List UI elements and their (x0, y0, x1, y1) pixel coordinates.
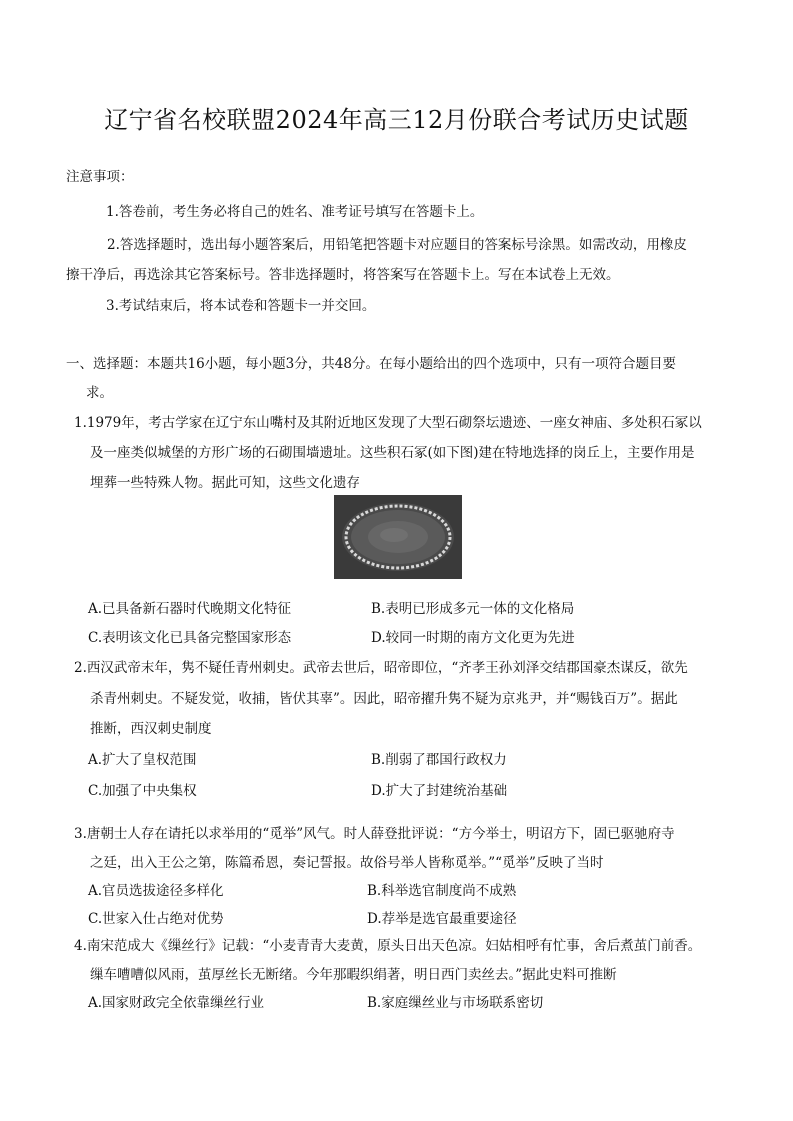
question-2-line-1: 2.西汉武帝末年，隽不疑任青州刺史。武帝去世后，昭帝即位，“齐孝王孙刘泽交结郡国豪杰谋反，欲先 (74, 660, 688, 676)
question-1-option-c[interactable]: C.表明该文化已具备完整国家形态 (88, 630, 292, 646)
question-4-line-2: 缫车嘈嘈似风雨，茧厚丝长无断绪。今年那暇织绢著，明日西门卖丝去。”据此史料可推断 (90, 967, 617, 983)
question-2-option-d[interactable]: D.扩大了封建统治基础 (371, 783, 508, 799)
question-3-option-c[interactable]: C.世家入仕占绝对优势 (88, 911, 224, 927)
notes-item-3: 3.考试结束后，将本试卷和答题卡一并交回。 (106, 298, 376, 314)
notes-item-2: 2.答选择题时，选出每小题答案后，用铅笔把答题卡对应题目的答案标号涂黑。如需改动，用橡皮 (107, 237, 687, 253)
question-1-line-3: 埋葬一些特殊人物。据此可知，这些文化遗存 (90, 475, 360, 491)
question-3-option-a[interactable]: A.官员选拔途径多样化 (88, 883, 224, 899)
question-2-option-c[interactable]: C.加强了中央集权 (88, 783, 197, 799)
question-2-option-b[interactable]: B.削弱了郡国行政权力 (371, 752, 507, 768)
question-2-line-3: 推断，西汉刺史制度 (90, 721, 212, 737)
question-1-figure (334, 495, 462, 579)
question-3-line-1: 3.唐朝士人存在请托以求举用的“觅举”风气。时人薛登批评说：“方今举士，明诏方下，固已驱驰府寺 (74, 826, 675, 842)
question-1-option-b[interactable]: B.表明已形成多元一体的文化格局 (371, 601, 575, 617)
notes-item-2-cont: 擦干净后，再选涂其它答案标号。答非选择题时，将答案写在答题卡上。写在本试卷上无效。 (66, 267, 620, 283)
question-4-option-a[interactable]: A.国家财政完全依靠缫丝行业 (88, 995, 265, 1011)
question-3-option-d[interactable]: D.荐举是选官最重要途径 (367, 911, 517, 927)
section-heading-cont: 求。 (86, 385, 113, 401)
question-4-option-b[interactable]: B.家庭缫丝业与市场联系密切 (367, 995, 544, 1011)
question-2-option-a[interactable]: A.扩大了皇权范围 (88, 752, 197, 768)
question-2-line-2: 杀青州刺史。不疑发觉，收捕，皆伏其辜”。因此，昭帝擢升隽不疑为京兆尹，并“赐钱百万”。据此 (90, 691, 678, 707)
question-4-line-1: 4.南宋范成大《缫丝行》记载：“小麦青青大麦黄，原头日出天色凉。妇姑相呼有忙事，舍后煮茧门前香。 (74, 938, 702, 954)
question-3-line-2: 之廷，出入王公之第，陈篇希恩，奏记誓报。故俗号举人皆称觅举。”“觅举”反映了当时 (90, 855, 604, 871)
question-1-option-a[interactable]: A.已具备新石器时代晚期文化特征 (88, 601, 292, 617)
question-1-option-d[interactable]: D.较同一时期的南方文化更为先进 (371, 630, 575, 646)
question-3-option-b[interactable]: B.科举选官制度尚不成熟 (367, 883, 517, 899)
question-1-line-1: 1.1979年，考古学家在辽宁东山嘴村及其附近地区发现了大型石砌祭坛遗迹、一座女神庙、多处积石冢以 (74, 415, 702, 431)
question-1-line-2: 及一座类似城堡的方形广场的石砌围墙遗址。这些积石冢(如下图)建在特地选择的岗丘上，主要作用是 (90, 445, 695, 461)
notes-item-1: 1.答卷前，考生务必将自己的姓名、准考证号填写在答题卡上。 (106, 204, 484, 220)
page-title: 辽宁省名校联盟2024年高三12月份联合考试历史试题 (104, 106, 689, 134)
notes-heading: 注意事项： (66, 169, 134, 185)
section-heading: 一、选择题：本题共16小题，每小题3分，共48分。在每小题给出的四个选项中，只有一项符合题目要 (66, 356, 676, 372)
